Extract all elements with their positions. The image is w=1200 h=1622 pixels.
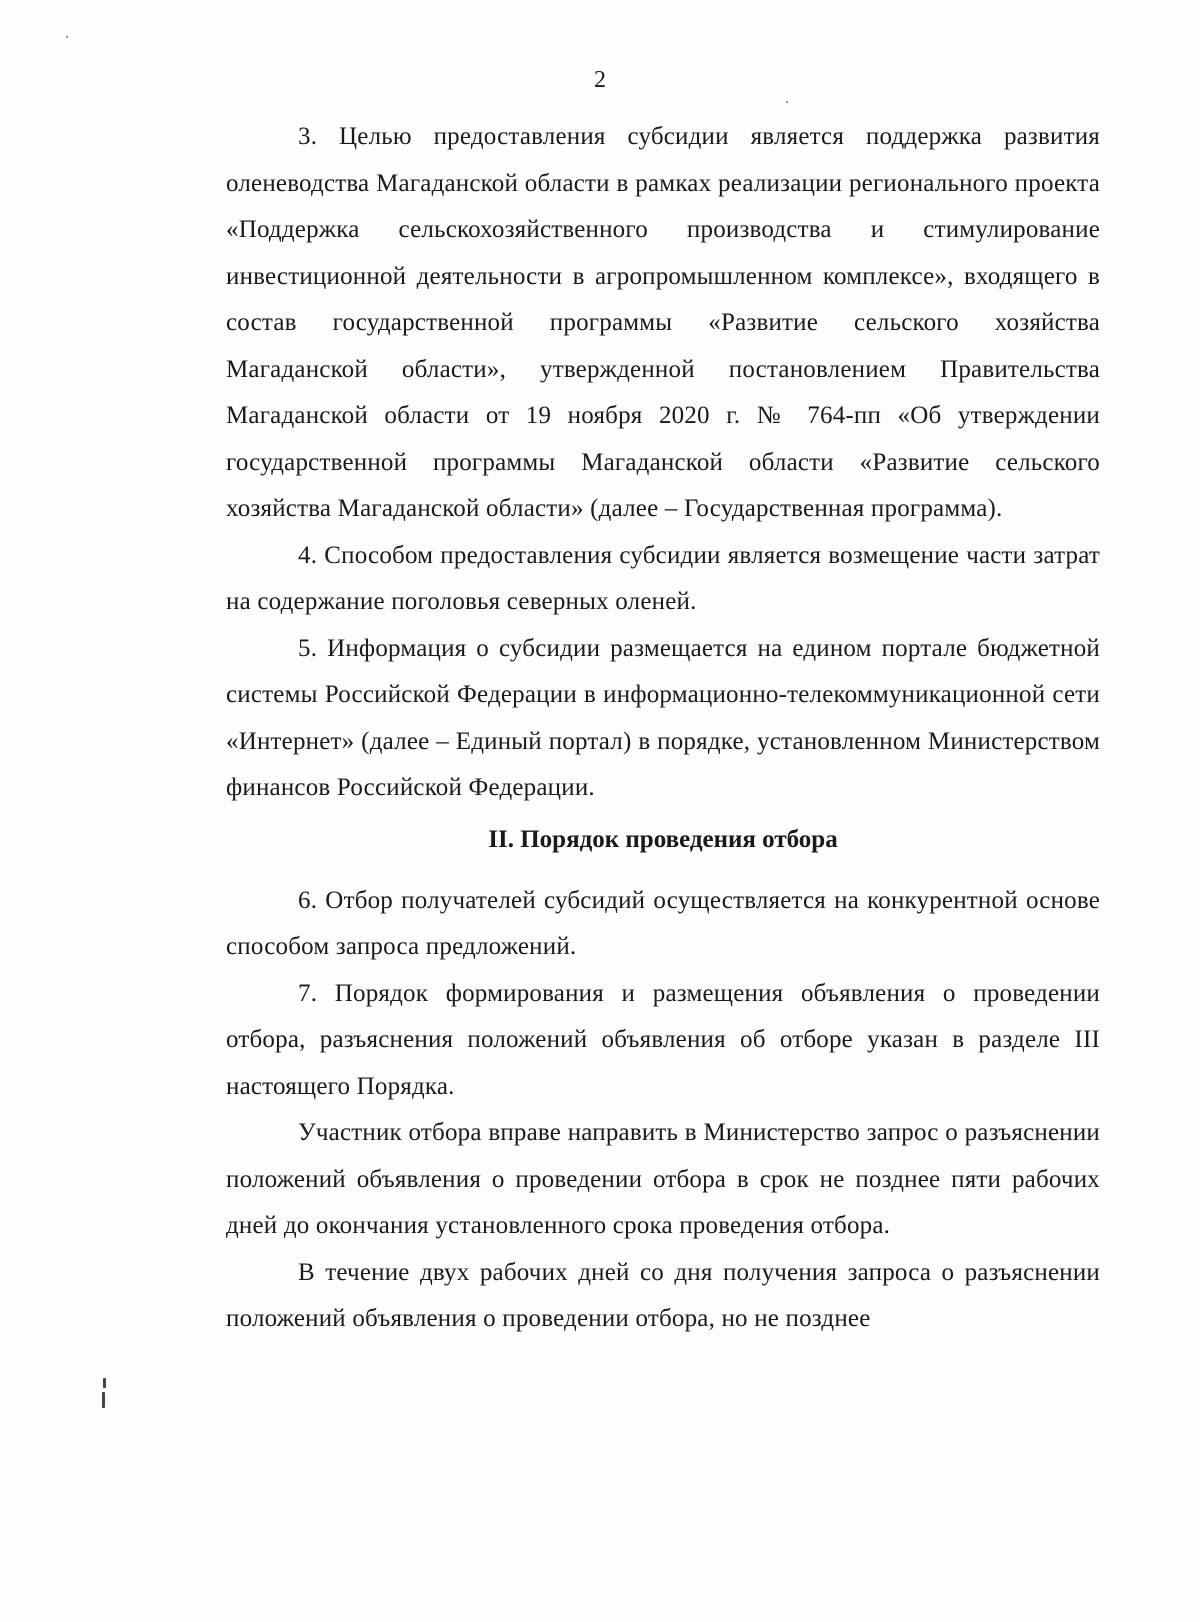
page-number: 2 [594,67,606,93]
scan-mark [102,1392,105,1408]
scan-speck [66,36,68,38]
paragraph-4: 4. Способом предоставления субсидии является возмещение части затрат на содержание поголовья северных оленей. [226,541,1100,615]
paragraph-3: 3. Целью предоставления субсидии является поддержка развития оленеводства Магаданской области в рамках реализации регионального проекта «Поддержка сельскохозяйственного производства и стимулирование инвестиционной деятельности в агропромышленном комплексе», входящего в состав государственной программы «Развитие сельского хозяйства Магаданской области», утвержденной постановлением Правительства Магаданской области от 19 ноября 2020 г. № 764-пп «Об утверждении государственной программы Магаданской области «Развитие сельского хозяйства Магаданской области» (далее – Государственная программа). [226,123,1100,522]
scan-mark [103,1378,106,1388]
paragraph-participant-request: Участник отбора вправе направить в Министерство запрос о разъяснении положений объявления о проведении отбора в срок не позднее пяти рабочих дней до окончания установленного срока проведения отбора. [226,1119,1100,1239]
document-body [226,114,1100,1343]
paragraph-7: 7. Порядок формирования и размещения объявления о проведении отбора, разъяснения положений объявления об отборе указан в разделе III настоящего Порядка. [226,979,1100,1100]
scan-speck [786,101,788,103]
paragraph-response-deadline: В течение двух рабочих дней со дня получения запроса о разъяснении положений объявления о проведении отбора, но не позднее [226,1258,1100,1332]
paragraph-6: 6. Отбор получателей субсидий осуществляется на конкурентной основе способом запроса предложений. [226,886,1100,960]
section-heading: II. Порядок проведения отбора [488,825,838,853]
paragraph-5: 5. Информация о субсидии размещается на едином портале бюджетной системы Российской Федерации в информационно-телекоммуникационной сети «Интернет» (далее – Единый портал) в порядке, установленном Министерством финансов Российской Федерации. [226,634,1100,801]
